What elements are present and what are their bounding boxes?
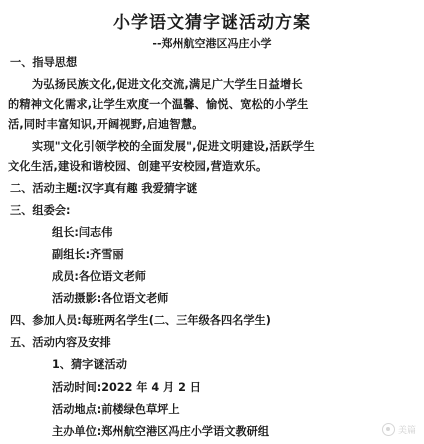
- committee-leader: 组长:闫志伟: [52, 226, 113, 239]
- paragraph-line: 的精神文化需求,让学生欢度一个温馨、愉悦、宽松的小学生: [8, 98, 309, 111]
- section-heading-committee: 三、组委会:: [10, 204, 71, 217]
- section-heading-theme: 二、活动主题:汉字真有趣 我爱猜字谜: [10, 182, 198, 195]
- committee-photography: 活动摄影:各位语文老师: [52, 292, 169, 305]
- paragraph-line: 为弘扬民族文化,促进文化交流,满足广大学生日益增长: [32, 78, 303, 91]
- watermark: [382, 423, 416, 436]
- section-heading-content: 五、活动内容及安排: [10, 336, 111, 349]
- activity-item: 1、猜字谜活动: [52, 358, 127, 371]
- watermark-text: 美篇: [397, 426, 416, 436]
- meipian-logo-icon: [382, 423, 395, 436]
- section-heading-participants: 四、参加人员:每班两名学生(二、三年级各四名学生): [10, 314, 271, 327]
- activity-host: 主办单位:郑州航空港区冯庄小学语文教研组: [52, 425, 270, 438]
- committee-members: 成员:各位语文老师: [52, 270, 146, 283]
- activity-time: 活动时间:2022 年 4 月 2 日: [52, 381, 201, 394]
- document-subtitle: --郑州航空港区冯庄小学: [152, 37, 272, 50]
- paragraph-line: 活,同时丰富知识,开阔视野,启迪智慧。: [8, 118, 204, 131]
- committee-deputy-leader: 副组长:齐雪丽: [52, 248, 124, 261]
- paragraph-line: 文化生活,建设和谐校园、创建平安校园,营造欢乐。: [8, 160, 268, 173]
- section-heading-guiding-principle: 一、指导思想: [10, 56, 78, 69]
- activity-place: 活动地点:前楼绿色草坪上: [52, 403, 180, 416]
- document-title: 小学语文猜字谜活动方案: [113, 13, 311, 33]
- paragraph-line: 实现"文化引领学校的全面发展",促进文明建设,活跃学生: [32, 140, 315, 153]
